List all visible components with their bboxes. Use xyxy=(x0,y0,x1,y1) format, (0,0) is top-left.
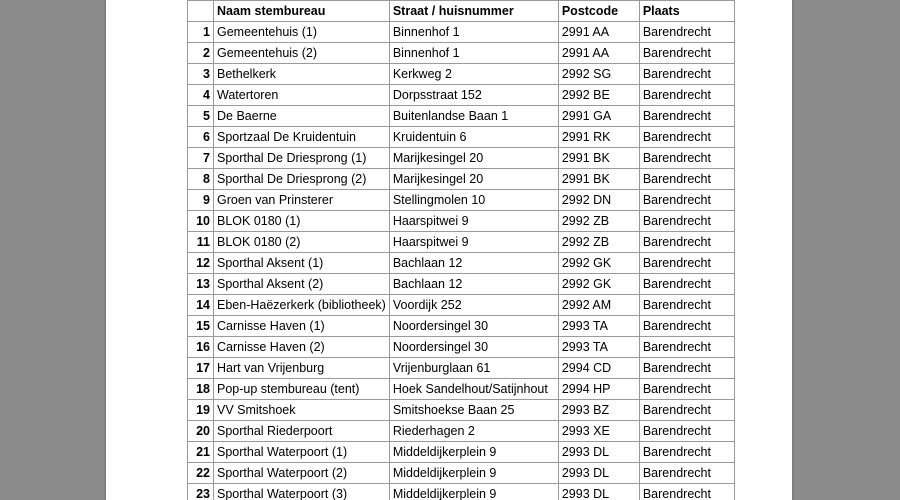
cell-naam: Watertoren xyxy=(214,85,390,106)
cell-naam: Sporthal Riederpoort xyxy=(214,421,390,442)
cell-postcode: 2992 AM xyxy=(558,295,639,316)
cell-straat: Binnenhof 1 xyxy=(389,43,558,64)
cell-naam: Carnisse Haven (2) xyxy=(214,337,390,358)
cell-naam: Sporthal De Driesprong (2) xyxy=(214,169,390,190)
cell-plaats: Barendrecht xyxy=(639,463,734,484)
cell-straat: Middeldijkerplein 9 xyxy=(389,463,558,484)
cell-postcode: 2991 BK xyxy=(558,148,639,169)
table-row xyxy=(188,43,735,64)
cell-naam: Sporthal Waterpoort (3) xyxy=(214,484,390,500)
cell-postcode: 2991 BK xyxy=(558,169,639,190)
cell-plaats: Barendrecht xyxy=(639,484,734,500)
table-row xyxy=(188,316,735,337)
cell-straat: Vrijenburglaan 61 xyxy=(389,358,558,379)
cell-nr: 19 xyxy=(188,400,214,421)
cell-nr: 17 xyxy=(188,358,214,379)
cell-plaats: Barendrecht xyxy=(639,43,734,64)
cell-plaats: Barendrecht xyxy=(639,400,734,421)
cell-naam: Sporthal Aksent (1) xyxy=(214,253,390,274)
header-nr xyxy=(188,1,214,22)
cell-nr: 10 xyxy=(188,211,214,232)
cell-plaats: Barendrecht xyxy=(639,274,734,295)
cell-naam: Gemeentehuis (2) xyxy=(214,43,390,64)
cell-nr: 9 xyxy=(188,190,214,211)
cell-nr: 7 xyxy=(188,148,214,169)
table-row xyxy=(188,421,735,442)
cell-nr: 20 xyxy=(188,421,214,442)
cell-nr: 1 xyxy=(188,22,214,43)
cell-straat: Haarspitwei 9 xyxy=(389,232,558,253)
cell-plaats: Barendrecht xyxy=(639,337,734,358)
table-row xyxy=(188,127,735,148)
cell-nr: 16 xyxy=(188,337,214,358)
cell-naam: Sporthal Waterpoort (2) xyxy=(214,463,390,484)
cell-naam: Sportzaal De Kruidentuin xyxy=(214,127,390,148)
cell-nr: 8 xyxy=(188,169,214,190)
cell-naam: Bethelkerk xyxy=(214,64,390,85)
cell-plaats: Barendrecht xyxy=(639,169,734,190)
cell-postcode: 2991 RK xyxy=(558,127,639,148)
table-row xyxy=(188,148,735,169)
cell-naam: Gemeentehuis (1) xyxy=(214,22,390,43)
cell-straat: Dorpsstraat 152 xyxy=(389,85,558,106)
cell-straat: Noordersingel 30 xyxy=(389,316,558,337)
cell-straat: Kerkweg 2 xyxy=(389,64,558,85)
table-row xyxy=(188,337,735,358)
cell-naam: Groen van Prinsterer xyxy=(214,190,390,211)
table-row xyxy=(188,232,735,253)
cell-postcode: 2991 AA xyxy=(558,43,639,64)
cell-postcode: 2993 TA xyxy=(558,337,639,358)
cell-nr: 22 xyxy=(188,463,214,484)
table-row xyxy=(188,400,735,421)
cell-plaats: Barendrecht xyxy=(639,253,734,274)
cell-plaats: Barendrecht xyxy=(639,64,734,85)
cell-plaats: Barendrecht xyxy=(639,22,734,43)
cell-nr: 21 xyxy=(188,442,214,463)
table-row xyxy=(188,379,735,400)
table-row xyxy=(188,211,735,232)
cell-postcode: 2992 SG xyxy=(558,64,639,85)
cell-plaats: Barendrecht xyxy=(639,358,734,379)
cell-plaats: Barendrecht xyxy=(639,106,734,127)
table-row xyxy=(188,64,735,85)
cell-postcode: 2993 DL xyxy=(558,484,639,500)
cell-postcode: 2991 AA xyxy=(558,22,639,43)
cell-postcode: 2994 CD xyxy=(558,358,639,379)
cell-straat: Noordersingel 30 xyxy=(389,337,558,358)
cell-straat: Middeldijkerplein 9 xyxy=(389,442,558,463)
cell-nr: 12 xyxy=(188,253,214,274)
cell-postcode: 2993 TA xyxy=(558,316,639,337)
table-header-row xyxy=(188,1,735,22)
cell-straat: Binnenhof 1 xyxy=(389,22,558,43)
cell-plaats: Barendrecht xyxy=(639,316,734,337)
polling-stations-table xyxy=(187,0,735,500)
cell-plaats: Barendrecht xyxy=(639,421,734,442)
table-row xyxy=(188,22,735,43)
cell-nr: 23 xyxy=(188,484,214,500)
cell-postcode: 2993 DL xyxy=(558,463,639,484)
cell-postcode: 2992 ZB xyxy=(558,211,639,232)
header-straat: Straat / huisnummer xyxy=(389,1,558,22)
cell-straat: Smitshoekse Baan 25 xyxy=(389,400,558,421)
cell-plaats: Barendrecht xyxy=(639,190,734,211)
cell-nr: 18 xyxy=(188,379,214,400)
cell-plaats: Barendrecht xyxy=(639,85,734,106)
cell-nr: 2 xyxy=(188,43,214,64)
cell-naam: Sporthal Waterpoort (1) xyxy=(214,442,390,463)
cell-naam: BLOK 0180 (1) xyxy=(214,211,390,232)
table-row xyxy=(188,484,735,500)
cell-plaats: Barendrecht xyxy=(639,379,734,400)
cell-postcode: 2991 GA xyxy=(558,106,639,127)
table-row xyxy=(188,169,735,190)
cell-straat: Hoek Sandelhout/Satijnhout xyxy=(389,379,558,400)
cell-naam: Sporthal De Driesprong (1) xyxy=(214,148,390,169)
cell-straat: Stellingmolen 10 xyxy=(389,190,558,211)
cell-straat: Riederhagen 2 xyxy=(389,421,558,442)
cell-naam: Pop-up stembureau (tent) xyxy=(214,379,390,400)
cell-nr: 6 xyxy=(188,127,214,148)
header-naam: Naam stembureau xyxy=(214,1,390,22)
cell-nr: 3 xyxy=(188,64,214,85)
table-row xyxy=(188,253,735,274)
cell-postcode: 2993 XE xyxy=(558,421,639,442)
cell-naam: Hart van Vrijenburg xyxy=(214,358,390,379)
cell-nr: 4 xyxy=(188,85,214,106)
cell-postcode: 2992 BE xyxy=(558,85,639,106)
cell-nr: 14 xyxy=(188,295,214,316)
cell-plaats: Barendrecht xyxy=(639,232,734,253)
cell-straat: Buitenlandse Baan 1 xyxy=(389,106,558,127)
cell-straat: Middeldijkerplein 9 xyxy=(389,484,558,500)
cell-postcode: 2992 DN xyxy=(558,190,639,211)
cell-naam: BLOK 0180 (2) xyxy=(214,232,390,253)
table-row xyxy=(188,442,735,463)
cell-plaats: Barendrecht xyxy=(639,295,734,316)
table-row xyxy=(188,295,735,316)
cell-nr: 15 xyxy=(188,316,214,337)
cell-nr: 11 xyxy=(188,232,214,253)
cell-straat: Bachlaan 12 xyxy=(389,253,558,274)
table-row xyxy=(188,85,735,106)
cell-naam: Eben-Haëzerkerk (bibliotheek) xyxy=(214,295,390,316)
cell-postcode: 2992 GK xyxy=(558,274,639,295)
cell-straat: Marijkesingel 20 xyxy=(389,148,558,169)
cell-straat: Kruidentuin 6 xyxy=(389,127,558,148)
cell-straat: Bachlaan 12 xyxy=(389,274,558,295)
cell-plaats: Barendrecht xyxy=(639,127,734,148)
cell-plaats: Barendrecht xyxy=(639,442,734,463)
cell-naam: Carnisse Haven (1) xyxy=(214,316,390,337)
cell-postcode: 2994 HP xyxy=(558,379,639,400)
cell-postcode: 2992 GK xyxy=(558,253,639,274)
table-body xyxy=(188,22,735,500)
table-row xyxy=(188,106,735,127)
cell-postcode: 2992 ZB xyxy=(558,232,639,253)
cell-straat: Marijkesingel 20 xyxy=(389,169,558,190)
table-row xyxy=(188,274,735,295)
cell-nr: 13 xyxy=(188,274,214,295)
cell-plaats: Barendrecht xyxy=(639,211,734,232)
cell-nr: 5 xyxy=(188,106,214,127)
table-row xyxy=(188,358,735,379)
cell-naam: Sporthal Aksent (2) xyxy=(214,274,390,295)
cell-naam: De Baerne xyxy=(214,106,390,127)
header-plaats: Plaats xyxy=(639,1,734,22)
document-page xyxy=(106,0,792,500)
cell-postcode: 2993 DL xyxy=(558,442,639,463)
cell-straat: Haarspitwei 9 xyxy=(389,211,558,232)
cell-naam: VV Smitshoek xyxy=(214,400,390,421)
cell-postcode: 2993 BZ xyxy=(558,400,639,421)
table-row xyxy=(188,463,735,484)
cell-straat: Voordijk 252 xyxy=(389,295,558,316)
header-postcode: Postcode xyxy=(558,1,639,22)
cell-plaats: Barendrecht xyxy=(639,148,734,169)
table-row xyxy=(188,190,735,211)
